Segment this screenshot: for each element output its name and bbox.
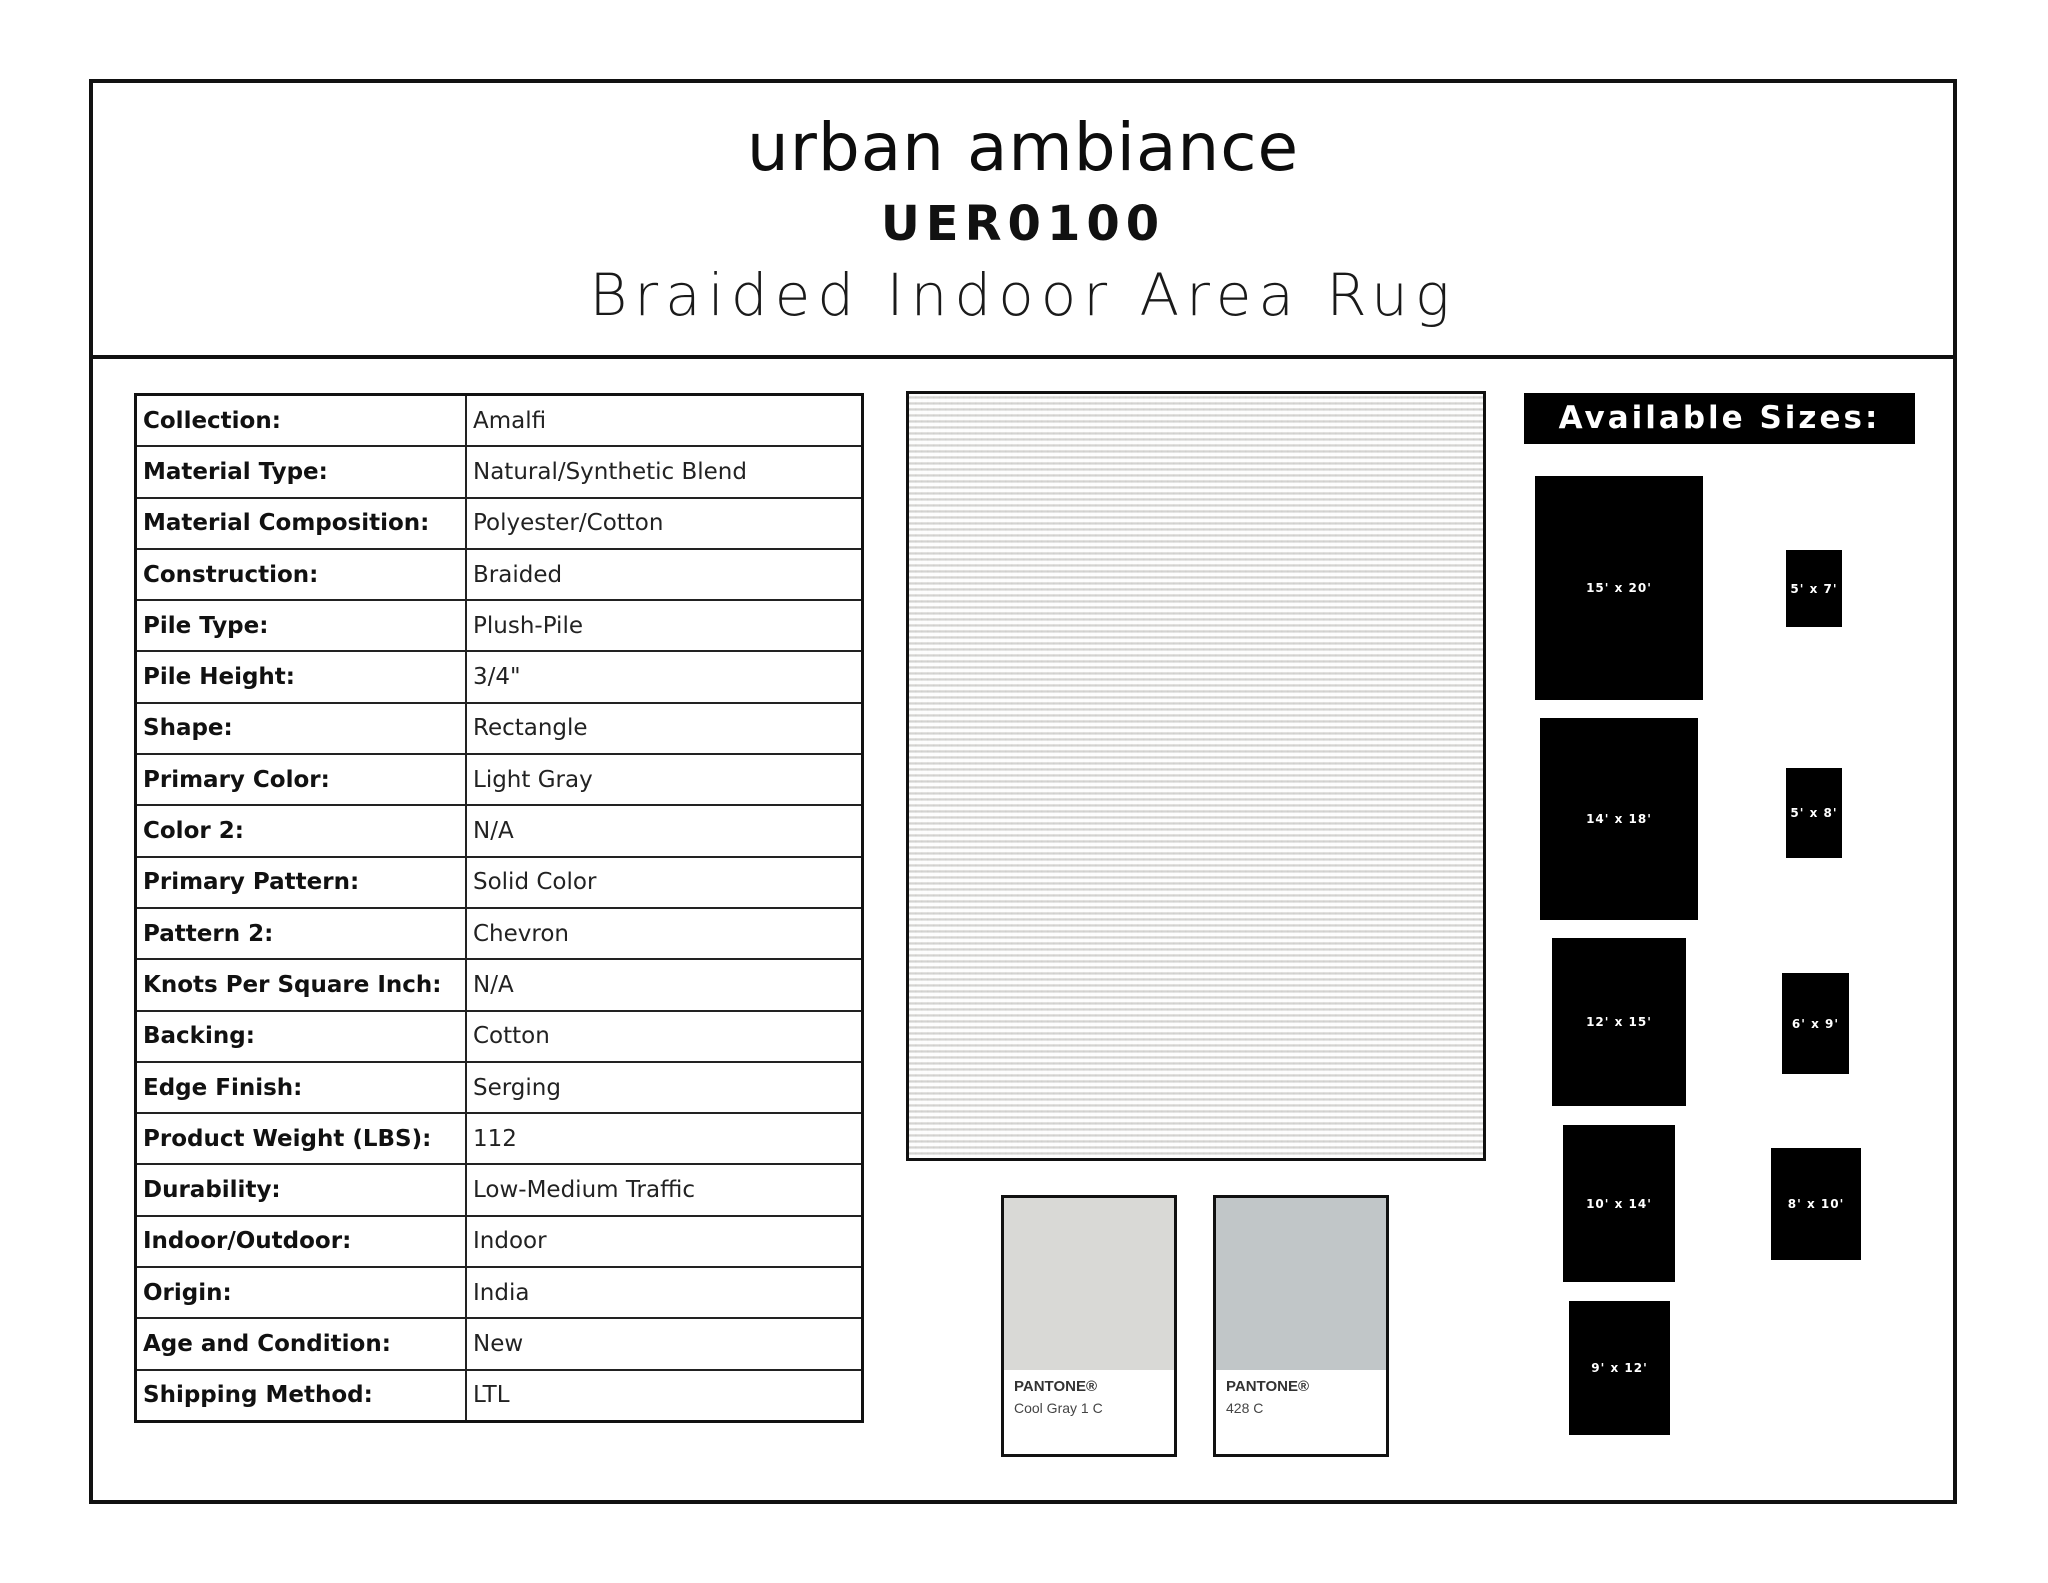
size-box: 9' x 12' (1569, 1301, 1670, 1435)
spec-value: N/A (466, 805, 863, 856)
spec-label: Pile Type: (136, 600, 467, 651)
spec-value: 3/4" (466, 651, 863, 702)
spec-row (136, 1164, 863, 1215)
size-box: 15' x 20' (1535, 476, 1703, 700)
swatch-brand: PANTONE® (1226, 1378, 1310, 1395)
spec-value: LTL (466, 1370, 863, 1422)
swatch-brand: PANTONE® (1014, 1378, 1098, 1395)
available-sizes-title: Available Sizes: (1524, 393, 1915, 444)
spec-value: Indoor (466, 1216, 863, 1267)
swatch-code: 428 C (1226, 1400, 1264, 1416)
spec-row (136, 1267, 863, 1318)
spec-label: Shape: (136, 703, 467, 754)
spec-label: Knots Per Square Inch: (136, 959, 467, 1010)
product-sku: UER0100 (880, 196, 1166, 252)
size-box: 14' x 18' (1540, 718, 1698, 920)
swatch-code: Cool Gray 1 C (1014, 1400, 1103, 1416)
spec-value: 112 (466, 1113, 863, 1164)
spec-row (136, 754, 863, 805)
spec-label: Age and Condition: (136, 1318, 467, 1369)
rug-image (906, 391, 1486, 1161)
spec-value: Light Gray (466, 754, 863, 805)
color-swatch-2 (1213, 1195, 1389, 1457)
spec-value: Cotton (466, 1011, 863, 1062)
spec-row (136, 703, 863, 754)
size-box: 10' x 14' (1563, 1125, 1675, 1282)
spec-label: Construction: (136, 549, 467, 600)
spec-row (136, 805, 863, 856)
color-swatch-1 (1001, 1195, 1177, 1457)
spec-label: Edge Finish: (136, 1062, 467, 1113)
spec-row (136, 1113, 863, 1164)
swatch-color-chip (1004, 1198, 1174, 1370)
spec-row (136, 1011, 863, 1062)
spec-label: Collection: (136, 395, 467, 447)
spec-value: Low-Medium Traffic (466, 1164, 863, 1215)
spec-row (136, 651, 863, 702)
spec-row (136, 1062, 863, 1113)
spec-row (136, 395, 863, 447)
spec-label: Product Weight (LBS): (136, 1113, 467, 1164)
size-box: 5' x 8' (1786, 768, 1842, 858)
spec-row (136, 446, 863, 497)
spec-value: N/A (466, 959, 863, 1010)
spec-row (136, 1216, 863, 1267)
spec-value: Braided (466, 549, 863, 600)
spec-label: Color 2: (136, 805, 467, 856)
header (93, 83, 1953, 359)
spec-label: Primary Color: (136, 754, 467, 805)
spec-label: Durability: (136, 1164, 467, 1215)
spec-row (136, 1370, 863, 1422)
spec-row (136, 959, 863, 1010)
spec-value: Solid Color (466, 857, 863, 908)
spec-table (134, 393, 864, 1423)
spec-label: Indoor/Outdoor: (136, 1216, 467, 1267)
spec-label: Shipping Method: (136, 1370, 467, 1422)
spec-value: Natural/Synthetic Blend (466, 446, 863, 497)
size-box: 12' x 15' (1552, 938, 1686, 1106)
swatch-color-chip (1216, 1198, 1386, 1370)
spec-value: Amalfi (466, 395, 863, 447)
spec-row (136, 1318, 863, 1369)
spec-value: Rectangle (466, 703, 863, 754)
spec-row (136, 600, 863, 651)
spec-row (136, 498, 863, 549)
size-box: 8' x 10' (1771, 1148, 1861, 1260)
spec-label: Origin: (136, 1267, 467, 1318)
spec-value: India (466, 1267, 863, 1318)
spec-label: Primary Pattern: (136, 857, 467, 908)
spec-value: Serging (466, 1062, 863, 1113)
spec-label: Backing: (136, 1011, 467, 1062)
spec-row (136, 908, 863, 959)
spec-label: Material Type: (136, 446, 467, 497)
spec-value: Plush-Pile (466, 600, 863, 651)
spec-row (136, 857, 863, 908)
product-name: Braided Indoor Area Rug (589, 261, 1457, 329)
spec-value: Chevron (466, 908, 863, 959)
spec-label: Material Composition: (136, 498, 467, 549)
size-box: 5' x 7' (1786, 550, 1842, 627)
spec-row (136, 549, 863, 600)
brand-logo: urban ambiance (746, 109, 1300, 186)
size-box: 6' x 9' (1782, 973, 1849, 1074)
spec-label: Pile Height: (136, 651, 467, 702)
spec-value: Polyester/Cotton (466, 498, 863, 549)
spec-label: Pattern 2: (136, 908, 467, 959)
spec-value: New (466, 1318, 863, 1369)
